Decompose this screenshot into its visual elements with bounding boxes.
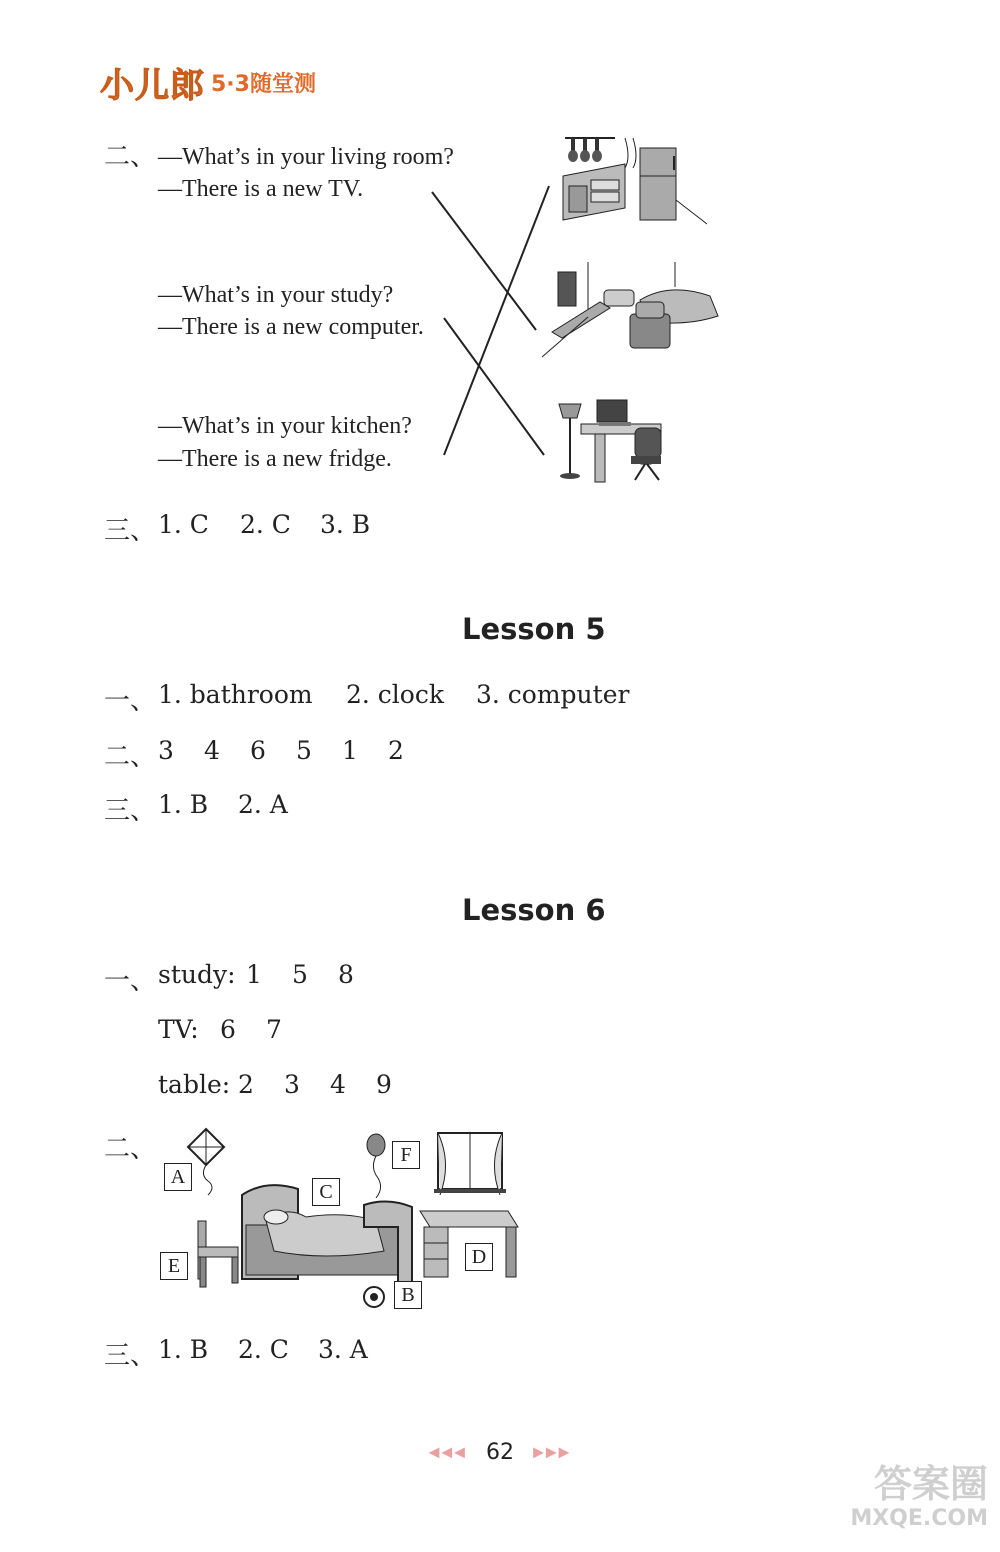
lesson-5-question-1-number: 一、 [104,686,157,716]
answer-3-3: 3. B [320,510,371,539]
lesson-6-answer-3-2: 2. C [238,1335,289,1364]
lesson-5-answer-3-1: 1. B [158,790,209,819]
bedroom-label-c: C [312,1178,340,1206]
lesson-6-row-table-value-1: 2 [238,1070,254,1099]
bedroom-label-b: B [394,1281,422,1309]
page-number: 62 [486,1440,514,1465]
bedroom-label-d: D [465,1243,493,1271]
lesson-6-row-table-value-4: 9 [376,1070,392,1099]
lesson-6-row-study-value-3: 8 [338,960,354,989]
lesson-6-row-tv-value-1: 6 [220,1015,236,1044]
lesson-6-question-1-number: 一、 [104,966,157,996]
dialogue-3-answer: —There is a new fridge. [158,446,392,472]
kite-icon [188,1129,224,1195]
watermark-url: MXQE.COM [850,1506,988,1531]
lesson-5-title: Lesson 5 [462,612,606,646]
dialogue-1-question: —What’s in your living room? [158,144,454,170]
match-line-study [444,318,544,455]
bedroom-label-e: E [160,1252,188,1280]
lesson-5-question-3-number: 三、 [104,796,157,826]
brand-series: 5·3随堂测 [211,71,316,97]
kitchen-picture-icon [555,128,715,228]
lesson-6-answer-3-1: 1. B [158,1335,209,1364]
brand-logo: 小儿郎 [100,65,205,106]
dialogue-1-answer: —There is a new TV. [158,176,364,202]
lesson-6-row-study-value-1: 1 [246,960,262,989]
lesson-5-answer-3-2: 2. A [238,790,288,819]
balloon-icon [367,1134,385,1198]
right-arrows-icon: ▶▶▶ [533,1444,572,1461]
lesson-6-row-table-value-3: 4 [330,1070,346,1099]
question-number-2: 二、 [104,142,157,172]
lesson-6-question-2-number: 二、 [104,1134,157,1164]
study-picture-icon [555,396,675,486]
lesson-5-answer-2-5: 1 [342,736,358,765]
answer-3-2: 2. C [240,510,291,539]
dialogue-2-question: —What’s in your study? [158,282,394,308]
answer-3-1: 1. C [158,510,209,539]
dialogue-2-answer: —There is a new computer. [158,314,424,340]
lesson-6-row-study-value-2: 5 [292,960,308,989]
lesson-6-row-table-label: table: [158,1070,231,1099]
lesson-5-question-2-number: 二、 [104,742,157,772]
bedroom-picture-icon [150,1125,530,1320]
window-icon [434,1133,506,1195]
watermark-logo: 答案圈 [873,1462,988,1506]
watermark [808,1462,988,1542]
lesson-6-row-tv-label: TV: [158,1015,199,1044]
bedroom-label-f: F [392,1141,420,1169]
lesson-6-question-3-number: 三、 [104,1341,157,1371]
lesson-5-answer-2-2: 4 [204,736,220,765]
lesson-5-answer-1-1: 1. bathroom [158,680,313,709]
left-arrows-icon: ◀◀◀ [428,1444,467,1461]
lesson-5-answer-1-3: 3. computer [476,680,630,709]
lesson-6-row-tv-value-2: 7 [266,1015,282,1044]
lesson-5-answer-2-6: 2 [388,736,404,765]
lesson-5-answer-2-3: 6 [250,736,266,765]
match-line-kitchen [444,186,549,455]
ball-icon [364,1287,384,1307]
lesson-5-answer-1-2: 2. clock [346,680,444,709]
lesson-6-answer-3-3: 3. A [318,1335,368,1364]
dialogue-3-question: —What’s in your kitchen? [158,413,412,439]
living-room-picture-icon [540,262,720,362]
lesson-6-row-study-label: study: [158,960,236,989]
matching-lines [0,0,1000,520]
lesson-5-answer-2-1: 3 [158,736,174,765]
lesson-6-row-table-value-2: 3 [284,1070,300,1099]
lesson-6-title: Lesson 6 [462,893,606,927]
bedroom-label-a: A [164,1163,192,1191]
lesson-5-answer-2-4: 5 [296,736,312,765]
chair-icon [198,1221,238,1287]
question-number-3: 三、 [104,516,157,546]
